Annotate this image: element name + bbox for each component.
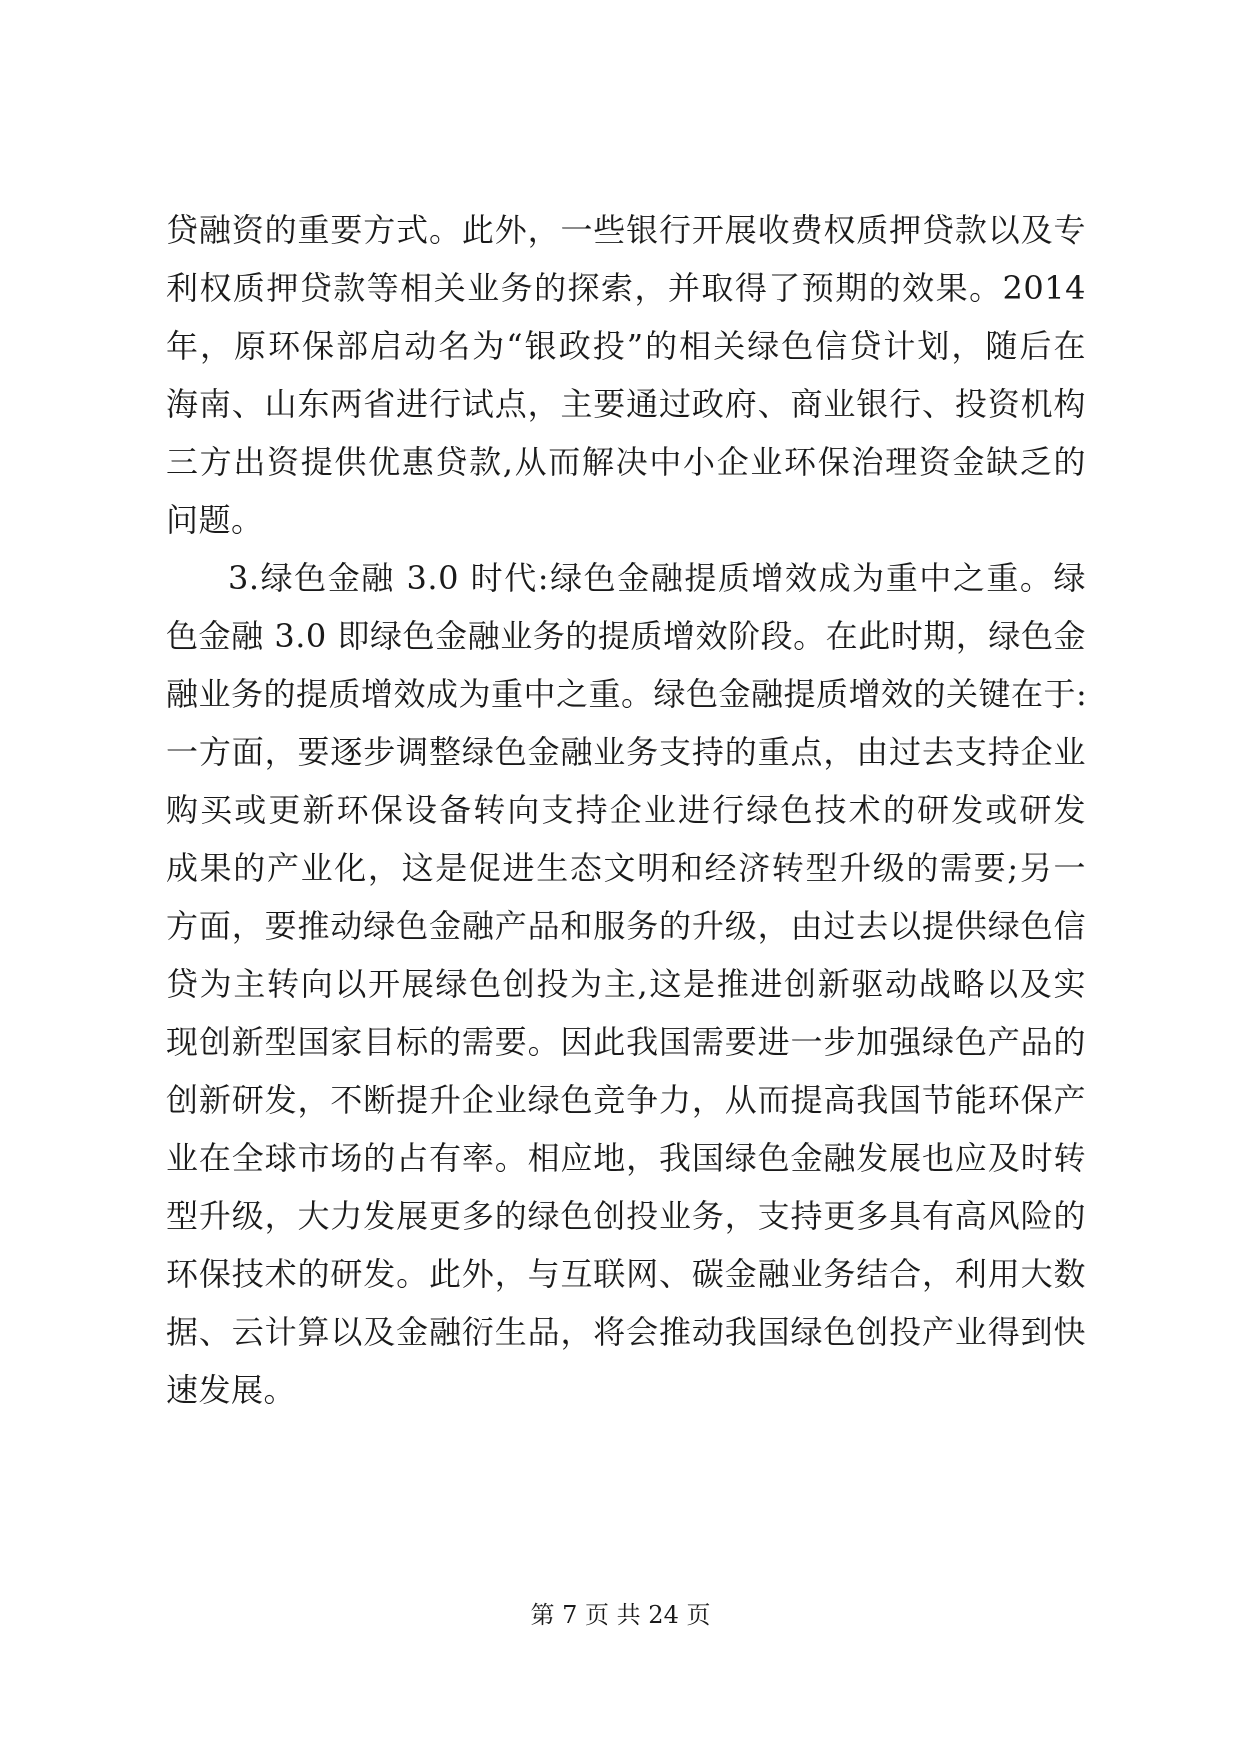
paragraph-line-21: 速发展。 xyxy=(166,1371,297,1409)
paragraph-line-19: 环保技术的研发。此外，与互联网、碳金融业务结合，利用大数 xyxy=(166,1255,1086,1293)
paragraph-line-16: 创新研发，不断提升企业绿色竞争力，从而提高我国节能环保产 xyxy=(166,1081,1086,1119)
paragraph-line-1: 贷融资的重要方式。此外，一些银行开展收费权质押贷款以及专 xyxy=(166,211,1086,249)
paragraph-line-4: 海南、山东两省进行试点，主要通过政府、商业银行、投资机构 xyxy=(166,385,1086,423)
paragraph-line-5: 三方出资提供优惠贷款,从而解决中小企业环保治理资金缺乏的 xyxy=(166,443,1086,481)
paragraph-line-11: 购买或更新环保设备转向支持企业进行绿色技术的研发或研发 xyxy=(166,791,1086,829)
page-number-footer: 第 7 页 共 24 页 xyxy=(530,1601,711,1629)
paragraph-line-2: 利权质押贷款等相关业务的探索，并取得了预期的效果。2014 xyxy=(166,269,1086,307)
paragraph-line-18: 型升级，大力发展更多的绿色创投业务，支持更多具有高风险的 xyxy=(166,1197,1086,1235)
paragraph-line-17: 业在全球市场的占有率。相应地，我国绿色金融发展也应及时转 xyxy=(166,1139,1086,1177)
paragraph-line-8: 色金融 3.0 即绿色金融业务的提质增效阶段。在此时期，绿色金 xyxy=(166,617,1086,655)
paragraph-line-20: 据、云计算以及金融衍生品，将会推动我国绿色创投产业得到快 xyxy=(166,1313,1086,1351)
paragraph-line-6: 问题。 xyxy=(166,501,264,539)
paragraph-line-12: 成果的产业化，这是促进生态文明和经济转型升级的需要;另一 xyxy=(166,849,1086,887)
paragraph-line-9: 融业务的提质增效成为重中之重。绿色金融提质增效的关键在于: xyxy=(166,675,1088,713)
paragraph-line-15: 现创新型国家目标的需要。因此我国需要进一步加强绿色产品的 xyxy=(166,1023,1086,1061)
paragraph-line-14: 贷为主转向以开展绿色创投为主,这是推进创新驱动战略以及实 xyxy=(166,965,1086,1003)
paragraph-line-3: 年，原环保部启动名为“银政投”的相关绿色信贷计划，随后在 xyxy=(166,327,1086,365)
section-heading-line: 3.绿色金融 3.0 时代:绿色金融提质增效成为重中之重。绿 xyxy=(228,559,1086,597)
paragraph-line-10: 一方面，要逐步调整绿色金融业务支持的重点，由过去支持企业 xyxy=(166,733,1086,771)
paragraph-line-13: 方面，要推动绿色金融产品和服务的升级，由过去以提供绿色信 xyxy=(166,907,1086,945)
